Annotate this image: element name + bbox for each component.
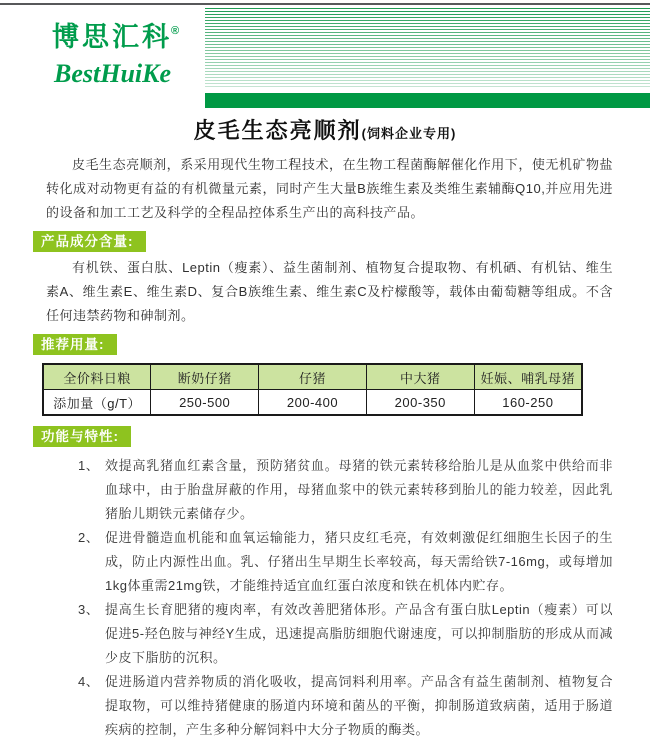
brand-logo-english: BestHuiKe xyxy=(54,59,172,88)
header-decoration xyxy=(205,8,650,108)
brand-logo-chinese: 博思汇科 xyxy=(52,22,172,52)
dosage-table-header-cell: 仔猪 xyxy=(259,364,367,390)
document-page xyxy=(0,3,650,753)
feature-item-4 xyxy=(78,670,613,742)
section-label-dosage: 推荐用量: xyxy=(33,334,117,355)
product-title-suffix: (饲料企业专用) xyxy=(361,126,457,141)
pinstripe-pattern xyxy=(205,8,650,88)
feature-item-text: 提高生长育肥猪的瘦肉率，有效改善肥猪体形。产品含有蛋白肽Leptin（瘦素）可以促进5-羟色胺与神经Y生成，迅速提高脂肪细胞代谢速度，可以抑制脂肪的形成从而减少皮下脂肪的沉积。 xyxy=(105,602,613,665)
composition-paragraph: 有机铁、蛋白肽、Leptin（瘦素）、益生菌制剂、植物复合提取物、有机硒、有机钴、维生素A、维生素E、维生素D、复合B族维生素、维生素C及柠檬酸等，载体由葡萄糖等组成。不含任何违禁药物和砷制剂。 xyxy=(46,260,613,323)
dosage-table xyxy=(42,363,583,416)
dosage-table-header-cell: 全价料日粮 xyxy=(43,364,151,390)
dosage-table-cell: 添加量（g/T） xyxy=(43,390,151,416)
feature-item-text: 促进肠道内营养物质的消化吸收，提高饲料利用率。产品含有益生菌制剂、植物复合提取物，可以维持猪健康的肠道内环境和菌丛的平衡，抑制肠道致病菌，适用于肠道疾病的控制，产生多种分解饲料中大分子物质的酶类。 xyxy=(105,674,613,737)
product-title-main: 皮毛生态亮顺剂 xyxy=(193,118,362,143)
dosage-table-data-row xyxy=(43,390,582,416)
features-list xyxy=(78,454,613,742)
brand-logo-chinese-row xyxy=(52,22,205,58)
dosage-table-header-row xyxy=(43,364,582,390)
dosage-table-cell: 200-350 xyxy=(366,390,474,416)
solid-green-bar xyxy=(205,93,650,108)
section-label-features: 功能与特性: xyxy=(33,426,131,447)
feature-item-text: 促进骨髓造血机能和血氧运输能力，猪只皮红毛亮，有效刺激促红细胞生长因子的生成，防止内源性出血。乳、仔猪出生早期生长率较高，每天需给铁7-16mg，或每增加1kg体重需21mg铁，才能维持适宜血红蛋白浓度和铁在机体内贮存。 xyxy=(105,530,613,593)
dosage-table-cell: 200-400 xyxy=(259,390,367,416)
feature-item-number: 3、 xyxy=(78,602,100,617)
dosage-table-header-cell: 妊娠、哺乳母猪 xyxy=(474,364,582,390)
dosage-table-header-cell: 断奶仔猪 xyxy=(151,364,259,390)
feature-item-number: 2、 xyxy=(78,530,100,545)
dosage-table-cell: 160-250 xyxy=(474,390,582,416)
registered-trademark-icon: ® xyxy=(171,25,180,37)
feature-item-number: 1、 xyxy=(78,458,100,473)
feature-item-1 xyxy=(78,454,613,526)
brand-logo xyxy=(0,8,205,108)
intro-paragraph: 皮毛生态亮顺剂，系采用现代生物工程技术，在生物工程菌酶解催化作用下，使无机矿物盐转化成对动物更有益的有机微量元素，同时产生大量B族维生素及类维生素辅酶Q10,并应用先进的设备和加工工艺及科学的全程品控体系生产出的高科技产品。 xyxy=(46,157,613,220)
section-label-composition: 产品成分含量: xyxy=(33,231,146,252)
feature-item-3 xyxy=(78,598,613,670)
brand-header xyxy=(0,8,650,108)
dosage-table-cell: 250-500 xyxy=(151,390,259,416)
feature-item-number: 4、 xyxy=(78,674,100,689)
top-divider xyxy=(0,3,650,5)
dosage-table-header-cell: 中大猪 xyxy=(366,364,474,390)
product-title xyxy=(0,116,650,149)
feature-item-2 xyxy=(78,526,613,598)
feature-item-text: 效提高乳猪血红素含量，预防猪贫血。母猪的铁元素转移给胎儿是从血浆中供给而非血球中，由于胎盘屏蔽的作用，母猪血浆中的铁元素转移到胎儿的能力较差，因此乳猪胎儿期铁元素储存少。 xyxy=(105,458,613,521)
